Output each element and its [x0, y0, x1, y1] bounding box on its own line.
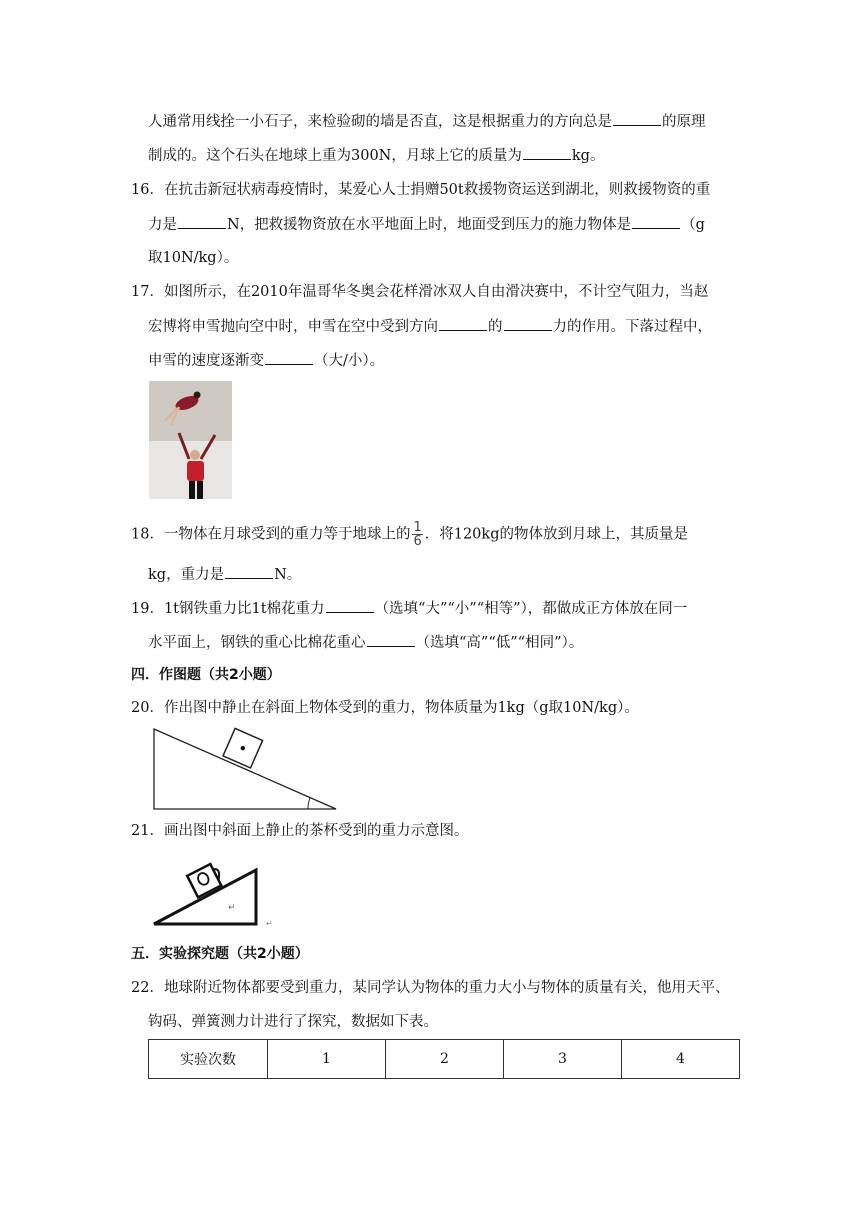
answer-blank[interactable]	[439, 316, 487, 331]
answer-blank[interactable]	[613, 111, 661, 126]
q16-line2	[148, 214, 705, 235]
q16-text-a: 力是	[148, 217, 177, 233]
table-cell: 3	[504, 1040, 622, 1079]
q19-text-c: 水平面上，钢铁的重心比棉花重心	[148, 635, 366, 651]
answer-blank[interactable]	[326, 598, 374, 613]
q18-text-c: kg，重力是	[148, 567, 225, 583]
q16-text-c: （g	[681, 217, 705, 233]
table-row	[149, 1040, 740, 1079]
incline-block-diagram	[150, 726, 340, 812]
section-4-heading: 四．作图题（共2小题）	[131, 667, 281, 683]
table-cell: 4	[622, 1040, 740, 1079]
q15-text-c: 制成的。这个石头在地球上重为300N，月球上它的质量为	[148, 148, 522, 164]
q17-text-b: 的	[488, 319, 503, 335]
experiment-data-table	[148, 1039, 740, 1079]
svg-text:↵: ↵	[266, 919, 273, 928]
q21-text: 21．画出图中斜面上静止的茶杯受到的重力示意图。	[131, 823, 469, 839]
figure-skating-photo	[149, 381, 232, 499]
q19-text-b: （选填“大”“小”“相等”），都做成正方体放在同一	[374, 601, 688, 617]
q19-text-a: 19．1t钢铁重力比1t棉花重力	[131, 601, 325, 617]
q16-line3: 取10N/kg）。	[148, 250, 239, 266]
answer-blank[interactable]	[265, 350, 313, 365]
q17-line2	[148, 316, 712, 337]
q18-line2	[148, 564, 301, 585]
fraction-numerator: 1	[413, 520, 422, 535]
q19-line1	[131, 598, 687, 619]
q22-line1: 22．地球附近物体都要受到重力，某同学认为物体的重力大小与物体的质量有关，他用天平、	[131, 980, 730, 996]
q22-line2: 钩码、弹簧测力计进行了探究，数据如下表。	[148, 1014, 438, 1030]
q16-text-b: N，把救援物资放在水平地面上时，地面受到压力的施力物体是	[227, 217, 632, 233]
q20-text: 20．作出图中静止在斜面上物体受到的重力，物体质量为1kg（g取10N/kg）。	[131, 700, 639, 716]
answer-blank[interactable]	[504, 316, 552, 331]
q18-text-b: ．将120kg的物体放到月球上，其质量是	[424, 526, 688, 543]
answer-blank[interactable]	[632, 214, 680, 229]
answer-blank[interactable]	[178, 214, 226, 229]
q15-text-b: 的原理	[662, 114, 706, 130]
fraction-denominator: 6	[413, 534, 422, 549]
q17-text-d: 申雪的速度逐渐变	[148, 353, 264, 369]
q15-text-d: kg。	[571, 148, 605, 164]
section-5-heading: 五．实验探究题（共2小题）	[131, 946, 309, 962]
q17-text-a: 宏博将申雪抛向空中时，申雪在空中受到方向	[148, 319, 438, 335]
table-header-cell: 实验次数	[149, 1040, 268, 1079]
q19-line2	[148, 632, 583, 653]
q17-line1: 17．如图所示，在2010年温哥华冬奥会花样滑冰双人自由滑决赛中，不计空气阻力，当赵	[131, 284, 709, 300]
answer-blank[interactable]	[523, 145, 571, 160]
table-cell: 2	[386, 1040, 504, 1079]
q18-line1	[131, 521, 688, 548]
q15-line2	[148, 145, 604, 166]
q17-line3	[148, 350, 384, 371]
q18-text-a: 18．一物体在月球受到的重力等于地球上的	[131, 526, 411, 543]
q19-text-d: （选填“高”“低”“相同”）。	[415, 635, 584, 651]
q15-line1	[148, 111, 706, 132]
q17-text-c: 力的作用。下落过程中，	[552, 319, 712, 335]
skaters-illustration	[149, 381, 232, 499]
q17-text-e: （大/小）。	[314, 353, 385, 369]
q16-line1: 16．在抗击新冠状病毒疫情时，某爱心人士捐赠50t救援物资运送到湖北，则救援物资的重	[131, 182, 711, 198]
q15-text-a: 人通常用线拴一小石子，来检验砌的墙是否直，这是根据重力的方向总是	[148, 114, 612, 130]
q18-text-d: N。	[274, 567, 302, 583]
answer-blank[interactable]	[225, 564, 273, 579]
answer-blank[interactable]	[367, 632, 415, 647]
table-cell: 1	[268, 1040, 386, 1079]
incline-teacup-diagram	[150, 852, 280, 932]
svg-text:↵: ↵	[228, 903, 236, 913]
one-sixth-fraction	[412, 521, 422, 548]
